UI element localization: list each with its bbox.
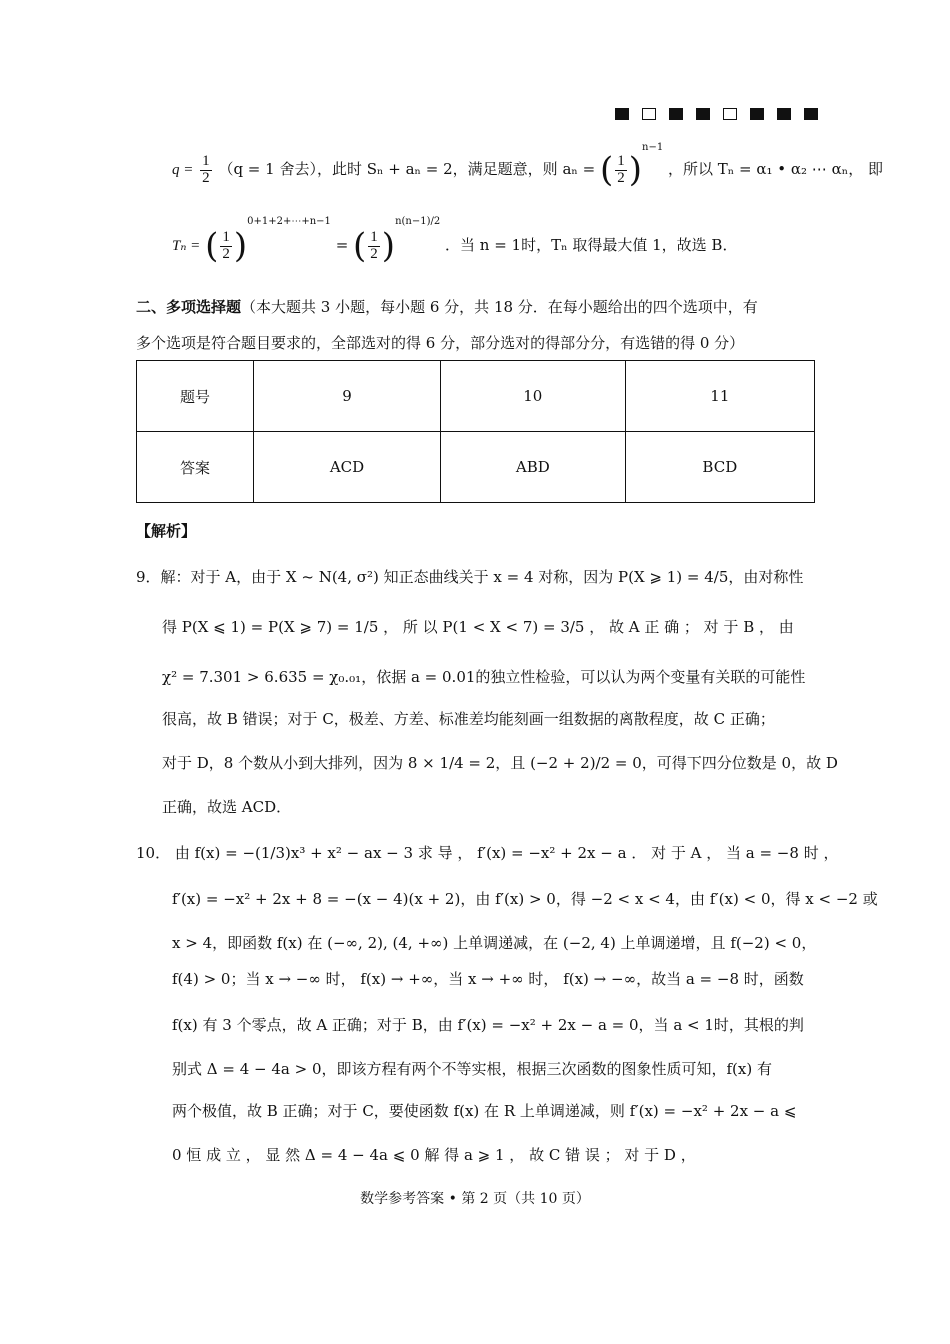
mark-filled <box>669 108 683 120</box>
mark-empty <box>642 108 656 120</box>
q9-line: 对于 D，8 个数从小到大排列，因为 8 × 1/4 = 2，且 (−2 + 2)/2 = 0，可得下四分位数是 0，故 D <box>162 754 838 772</box>
table-cell: 答案 <box>137 432 254 503</box>
table-row <box>137 361 815 432</box>
q10-line: 0 恒 成 立 ， 显 然 Δ = 4 − 4a ⩽ 0 解 得 a ⩾ 1 ， 故 C 错 误 ； 对 于 D ， <box>172 1146 696 1164</box>
table-cell: 10 <box>440 361 625 432</box>
table-cell: ABD <box>440 432 625 503</box>
q10-line: 两个极值，故 B 正确；对于 C，要使函数 f(x) 在 R 上单调递减，则 f′(x) = −x² + 2x − a ⩽ <box>172 1102 797 1120</box>
q10-line: f(4) > 0；当 x → −∞ 时， f(x) → +∞，当 x → +∞ 时， f(x) → −∞，故当 a = −8 时，函数 <box>172 970 804 988</box>
q10-line: 10． 由 f(x) = −(1/3)x³ + x² − ax − 3 求 导 ， f′(x) = −x² + 2x − a ． 对 于 A ， 当 a = −8 时 ， <box>136 844 839 862</box>
q10-line: x > 4，即函数 f(x) 在 (−∞, 2), (4, +∞) 上单调递减，在 (−2, 4) 上单调递增，且 f(−2) < 0， <box>172 934 817 952</box>
q9-line: 很高，故 B 错误；对于 C，极差、方差、标准差均能刻画一组数据的离散程度，故 C 正确； <box>162 710 775 728</box>
mark-empty <box>723 108 737 120</box>
mark-filled <box>777 108 791 120</box>
prev-line-1: q = $\frac{1}{2}$ （q = 1 舍去），此时 Sₙ + aₙ = 2，满足题意，则 aₙ = ( $\frac{1}{2}$ )$^{n-1}$ ，所以 Tₙ = α₁ • α₂ ⋯ αₙ， 即 <box>172 142 883 190</box>
exponent: n(n−1)/2 <box>395 216 441 227</box>
fraction-half <box>200 154 212 187</box>
prev-line-2: Tₙ = ( $\frac{1}{2}$ )$^{0+1+2+\cdots+n-1}$ = ( $\frac{1}{2}$ )$^{n(n-1)/2}$ ．当 n = 1时，Tₙ 取得最大值 1，故选 B． <box>172 216 738 266</box>
mark-filled <box>804 108 818 120</box>
page-marker-squares <box>615 108 818 120</box>
table-cell: 9 <box>254 361 441 432</box>
text: ．当 n = 1时，Tₙ 取得最大值 1，故选 B． <box>445 236 738 254</box>
text: q = <box>172 162 194 178</box>
table-cell: 11 <box>625 361 814 432</box>
text: ，所以 Tₙ = α₁ • α₂ ⋯ αₙ， 即 <box>668 160 883 178</box>
mark-filled <box>750 108 764 120</box>
den: 2 <box>202 169 210 186</box>
exponent: n−1 <box>642 142 664 153</box>
q10-line: f′(x) = −x² + 2x + 8 = −(x − 4)(x + 2)，由 f′(x) > 0，得 −2 < x < 4，由 f′(x) < 0，得 x < −2 或 <box>172 890 878 908</box>
text: （q = 1 舍去），此时 Sₙ + aₙ = 2，满足题意，则 aₙ = <box>218 160 596 178</box>
page-footer: 数学参考答案 • 第 2 页（共 10 页） <box>360 1191 590 1207</box>
section-desc: （本大题共 3 小题，每小题 6 分，共 18 分．在每小题给出的四个选项中，有 <box>241 298 758 316</box>
fraction-half: $\frac{1}{2}$ <box>617 152 625 186</box>
analysis-heading: 【解析】 <box>136 522 197 540</box>
num: 1 <box>202 152 210 169</box>
table-cell: BCD <box>625 432 814 503</box>
section-title: 二、多项选择题 <box>136 298 242 316</box>
q9-line: 9．解：对于 A，由于 X ~ N(4, σ²) 知正态曲线关于 x = 4 对称，因为 P(X ⩾ 1) = 4/5，由对称性 <box>136 568 804 586</box>
table-row <box>137 432 815 503</box>
q9-line: 得 P(X ⩽ 1) = P(X ⩾ 7) = 1/5 ， 所 以 P(1 < X < 7) = 3/5 ， 故 A 正 确 ； 对 于 B ， 由 <box>162 618 794 636</box>
section-2-heading <box>136 296 950 317</box>
mark-filled <box>696 108 710 120</box>
q10-line: f(x) 有 3 个零点，故 A 正确；对于 B，由 f′(x) = −x² + 2x − a = 0，当 a < 1时，其根的判 <box>172 1016 804 1034</box>
section-2-desc-2 <box>136 332 950 353</box>
answer-table <box>136 360 815 503</box>
exponent: 0+1+2+⋯+n−1 <box>247 216 331 227</box>
q9-line: χ² = 7.301 > 6.635 = χ₀.₀₁，依据 a = 0.01的独立性检验，可以认为两个变量有关联的可能性 <box>162 668 806 686</box>
mark-filled <box>615 108 629 120</box>
text: Tₙ = <box>172 238 201 254</box>
table-cell: ACD <box>254 432 441 503</box>
table-cell: 题号 <box>137 361 254 432</box>
section-desc: 多个选项是符合题目要求的，全部选对的得 6 分，部分选对的得部分分，有选错的得 0 分） <box>136 334 745 352</box>
q9-line: 正确，故选 ACD． <box>162 798 292 816</box>
q10-line: 别式 Δ = 4 − 4a > 0，即该方程有两个不等实根，根据三次函数的图象性质可知，f(x) 有 <box>172 1060 772 1078</box>
